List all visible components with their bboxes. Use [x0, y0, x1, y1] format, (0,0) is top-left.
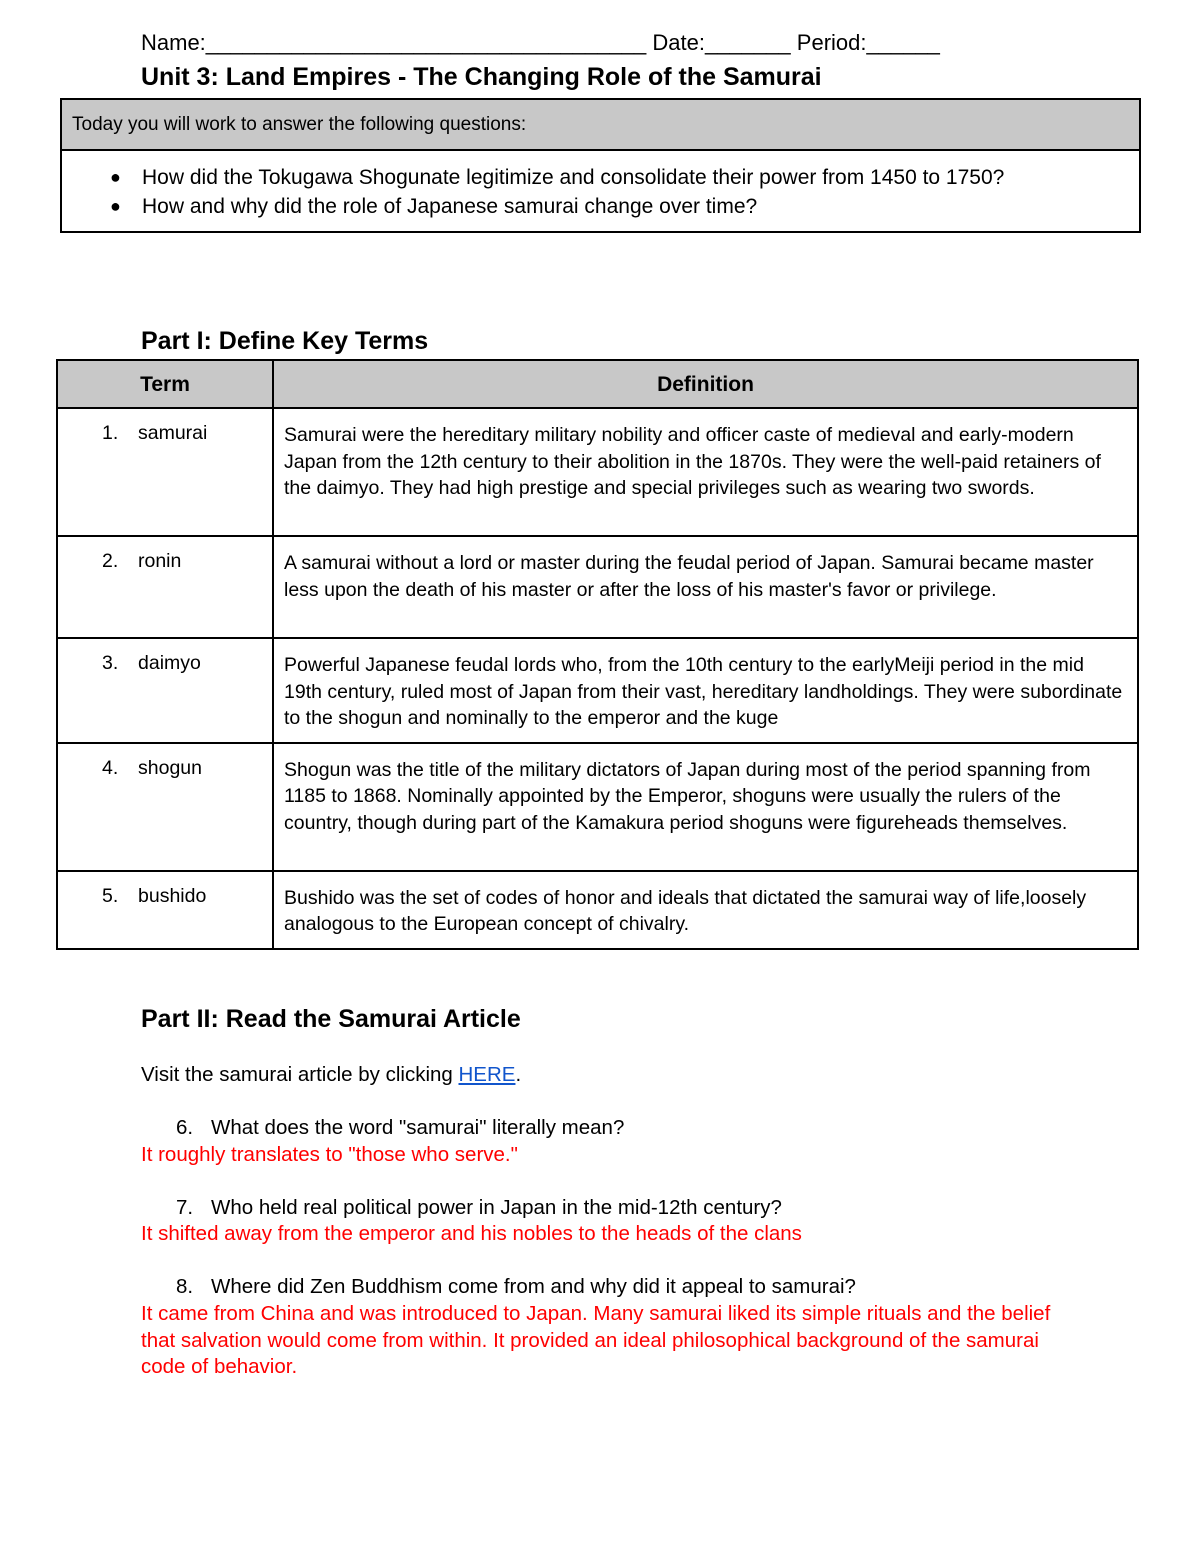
term-text: daimyo: [138, 652, 201, 674]
essential-questions-heading: Today you will work to answer the following questions:: [62, 100, 1139, 151]
essential-questions-box: [60, 98, 1141, 233]
term-number: 1.: [102, 422, 119, 444]
definition-cell: Powerful Japanese feudal lords who, from the 10th century to the earlyMeiji period in the mid 19th century, ruled most of Japan from their vast, hereditary landholdings. They were subordinate to the shogun and nominally to the emperor and the kuge: [273, 638, 1138, 743]
table-row: [57, 638, 1138, 743]
period-field[interactable]: ______: [866, 30, 940, 55]
answer-7: It shifted away from the emperor and his nobles to the heads of the clans: [141, 1222, 802, 1245]
term-text: samurai: [138, 422, 208, 444]
list-item: ● How and why did the role of Japanese samurai change over time?: [142, 192, 1139, 221]
term-cell: [57, 743, 273, 871]
name-label: Name:: [141, 30, 206, 55]
question-6: 6. What does the word "samurai" literally mean?: [176, 1116, 625, 1139]
term-number: 3.: [102, 652, 119, 674]
date-label: Date:: [652, 30, 705, 55]
article-link[interactable]: HERE: [458, 1063, 516, 1086]
term-number: 2.: [102, 550, 119, 572]
table-row: [57, 408, 1138, 536]
student-info-line: [141, 30, 940, 56]
column-header-term: Term: [57, 360, 273, 408]
part1-title: Part I: Define Key Terms: [141, 327, 429, 355]
table-header-row: [57, 360, 1138, 408]
term-number: 5.: [102, 884, 119, 907]
question-8: 8. Where did Zen Buddhism come from and why did it appeal to samurai?: [176, 1275, 856, 1298]
visit-article-line: Visit the samurai article by clicking HERE.: [141, 1063, 522, 1086]
page-title: Unit 3: Land Empires - The Changing Role of the Samurai: [141, 63, 822, 91]
table-row: [57, 536, 1138, 638]
period-label: Period:: [796, 30, 867, 55]
date-field[interactable]: _______: [705, 30, 791, 55]
bullet-icon: ●: [110, 167, 121, 187]
term-text: bushido: [138, 884, 207, 907]
part2-title: Part II: Read the Samurai Article: [141, 1005, 521, 1033]
definition-cell: Shogun was the title of the military dictators of Japan during most of the period spanning from 1185 to 1868. Nominally appointed by the Emperor, shoguns were usually the rulers of the country, though during part of the Kamakura period shoguns were figureheads themselves.: [273, 743, 1138, 871]
bullet-icon: ●: [110, 196, 121, 216]
name-field[interactable]: ____________________________________: [205, 30, 647, 55]
definition-cell: Bushido was the set of codes of honor and ideals that dictated the samurai way of life,loosely analogous to the European concept of chivalry.: [273, 871, 1138, 949]
term-number: 4.: [102, 756, 119, 779]
term-text: ronin: [138, 550, 182, 572]
answer-6: It roughly translates to "those who serve.": [141, 1143, 518, 1166]
table-row: [57, 743, 1138, 871]
answer-8: It came from China and was introduced to Japan. Many samurai liked its simple rituals and the belief that salvation would come from within. It provided an ideal philosophical background of the samurai code of behavior.: [141, 1302, 1051, 1378]
key-terms-table: [56, 359, 1139, 950]
list-item: ● How did the Tokugawa Shogunate legitimize and consolidate their power from 1450 to 1750?: [142, 163, 1139, 192]
term-cell: [57, 408, 273, 536]
term-text: shogun: [138, 756, 202, 779]
term-cell: [57, 638, 273, 743]
definition-cell: A samurai without a lord or master during the feudal period of Japan. Samurai became master less upon the death of his master or after the loss of his master's favor or privilege.: [273, 536, 1138, 638]
term-cell: [57, 871, 273, 949]
column-header-definition: Definition: [273, 360, 1138, 408]
question-7: 7. Who held real political power in Japan in the mid-12th century?: [176, 1196, 782, 1219]
table-row: [57, 871, 1138, 949]
term-cell: [57, 536, 273, 638]
essential-questions-list: [62, 151, 1139, 231]
definition-cell: Samurai were the hereditary military nobility and officer caste of medieval and early-modern Japan from the 12th century to their abolition in the 1870s. They were the well-paid retainers of the daimyo. They had high prestige and special privileges such as wearing two swords.: [273, 408, 1138, 536]
